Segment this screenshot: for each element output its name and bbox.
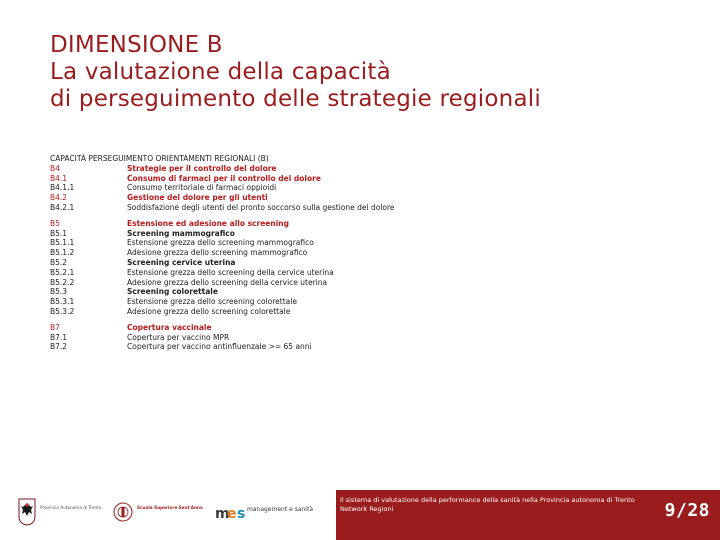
indicator-code: B5.3.1: [50, 297, 75, 307]
indicator-desc: Copertura vaccinale: [127, 322, 212, 332]
indicator-code: B5.1: [50, 228, 68, 238]
title-line-1: DIMENSIONE B: [50, 32, 223, 58]
indicator-code: B5.1.2: [50, 248, 75, 258]
indicator-desc: Adesione grezza dello screening mammografico: [127, 248, 308, 258]
indicator-desc: Gestione del dolore per gli utenti: [127, 193, 268, 203]
indicator-code: B5.2: [50, 257, 68, 267]
mes-logo-text: management e sanità: [247, 506, 313, 513]
indicator-code: B7.2: [50, 342, 68, 352]
indicator-code: B7: [50, 322, 60, 332]
indicator-desc: Strategie per il controllo del dolore: [127, 163, 277, 173]
indicator-row: [50, 342, 395, 352]
footer-bar: [336, 490, 720, 540]
footer-caption-line-2: Network Regioni: [340, 505, 394, 513]
slide-footer: [0, 490, 720, 540]
indicator-group-b7: [50, 323, 395, 352]
indicator-code: B5.2.2: [50, 277, 75, 287]
footer-caption: [340, 496, 635, 514]
indicator-row: [50, 323, 395, 333]
indicator-desc: Estensione ed adesione allo screening: [127, 218, 289, 228]
indicator-code: B4.2: [50, 193, 68, 203]
indicator-desc: Estensione grezza dello screening mammografico: [127, 238, 314, 248]
indicator-row: [50, 258, 395, 268]
indicator-desc: Estensione grezza dello screening della cervice uterina: [127, 267, 334, 277]
indicator-row: [50, 174, 395, 184]
sant-anna-logo-text: Scuola Superiore Sant'Anna: [137, 505, 203, 510]
indicator-desc: Copertura per vaccino antinfluenzale >= 65 anni: [127, 342, 312, 352]
indicator-row: [50, 203, 395, 213]
indicator-row: [50, 287, 395, 297]
indicator-code: B4.2.1: [50, 202, 75, 212]
page-number: 9/28: [664, 500, 710, 521]
indicator-desc: Estensione grezza dello screening colorettale: [127, 297, 297, 307]
sant-anna-logo-icon: [113, 498, 133, 526]
indicator-desc: Screening colorettale: [127, 287, 218, 297]
indicator-code: B4: [50, 163, 60, 173]
indicator-code: B5.3.2: [50, 306, 75, 316]
indicator-row: [50, 238, 395, 248]
indicator-row: [50, 248, 395, 258]
indicator-desc: Consumo di farmaci per il controllo del dolore: [127, 173, 321, 183]
provincia-trento-logo-text: Provincia Autonoma di Trento: [40, 505, 102, 510]
indicator-code: B4.1: [50, 173, 68, 183]
indicator-code: B5.1.1: [50, 238, 75, 248]
indicator-list: [50, 154, 395, 352]
indicator-row: [50, 297, 395, 307]
title-line-3: di perseguimento delle strategie regionali: [50, 86, 541, 112]
indicator-desc: Consumo territoriale di farmaci oppioidi: [127, 183, 277, 193]
svg-text:m: m: [215, 506, 230, 522]
indicator-group-b5: [50, 219, 395, 317]
indicator-row: [50, 183, 395, 193]
svg-text:e: e: [227, 506, 237, 522]
indicator-row: [50, 229, 395, 239]
indicator-code: B5.2.1: [50, 267, 75, 277]
indicator-row: [50, 307, 395, 317]
indicator-row: [50, 193, 395, 203]
indicator-row: [50, 164, 395, 174]
indicator-row: [50, 278, 395, 288]
slide-title: [50, 32, 541, 113]
indicator-desc: Screening mammografico: [127, 228, 235, 238]
indicator-desc: Adesione grezza dello screening della cervice uterina: [127, 277, 328, 287]
indicator-code: B7.1: [50, 332, 68, 342]
indicator-desc: Adesione grezza dello screening colorettale: [127, 306, 291, 316]
indicator-row: [50, 268, 395, 278]
indicator-row: [50, 333, 395, 343]
indicator-desc: Screening cervice uterina: [127, 257, 236, 267]
svg-text:s: s: [237, 506, 246, 522]
indicator-desc: Soddisfazione degli utenti del pronto soccorso sulla gestione del dolore: [127, 202, 395, 212]
indicator-group-b4: [50, 164, 395, 213]
indicator-header: CAPACITÀ PERSEGUIMENTO ORIENTAMENTI REGIONALI (B): [50, 154, 269, 163]
indicator-code: B5.3: [50, 287, 68, 297]
title-line-2: La valutazione della capacità: [50, 59, 391, 85]
indicator-code: B5: [50, 218, 60, 228]
footer-caption-line-1: Il sistema di valutazione della performance della sanità nella Provincia autonoma di Trento: [340, 496, 635, 504]
indicator-code: B4.1.1: [50, 183, 75, 193]
provincia-trento-logo-icon: [18, 498, 36, 526]
indicator-row: [50, 219, 395, 229]
indicator-desc: Copertura per vaccino MPR: [127, 332, 230, 342]
